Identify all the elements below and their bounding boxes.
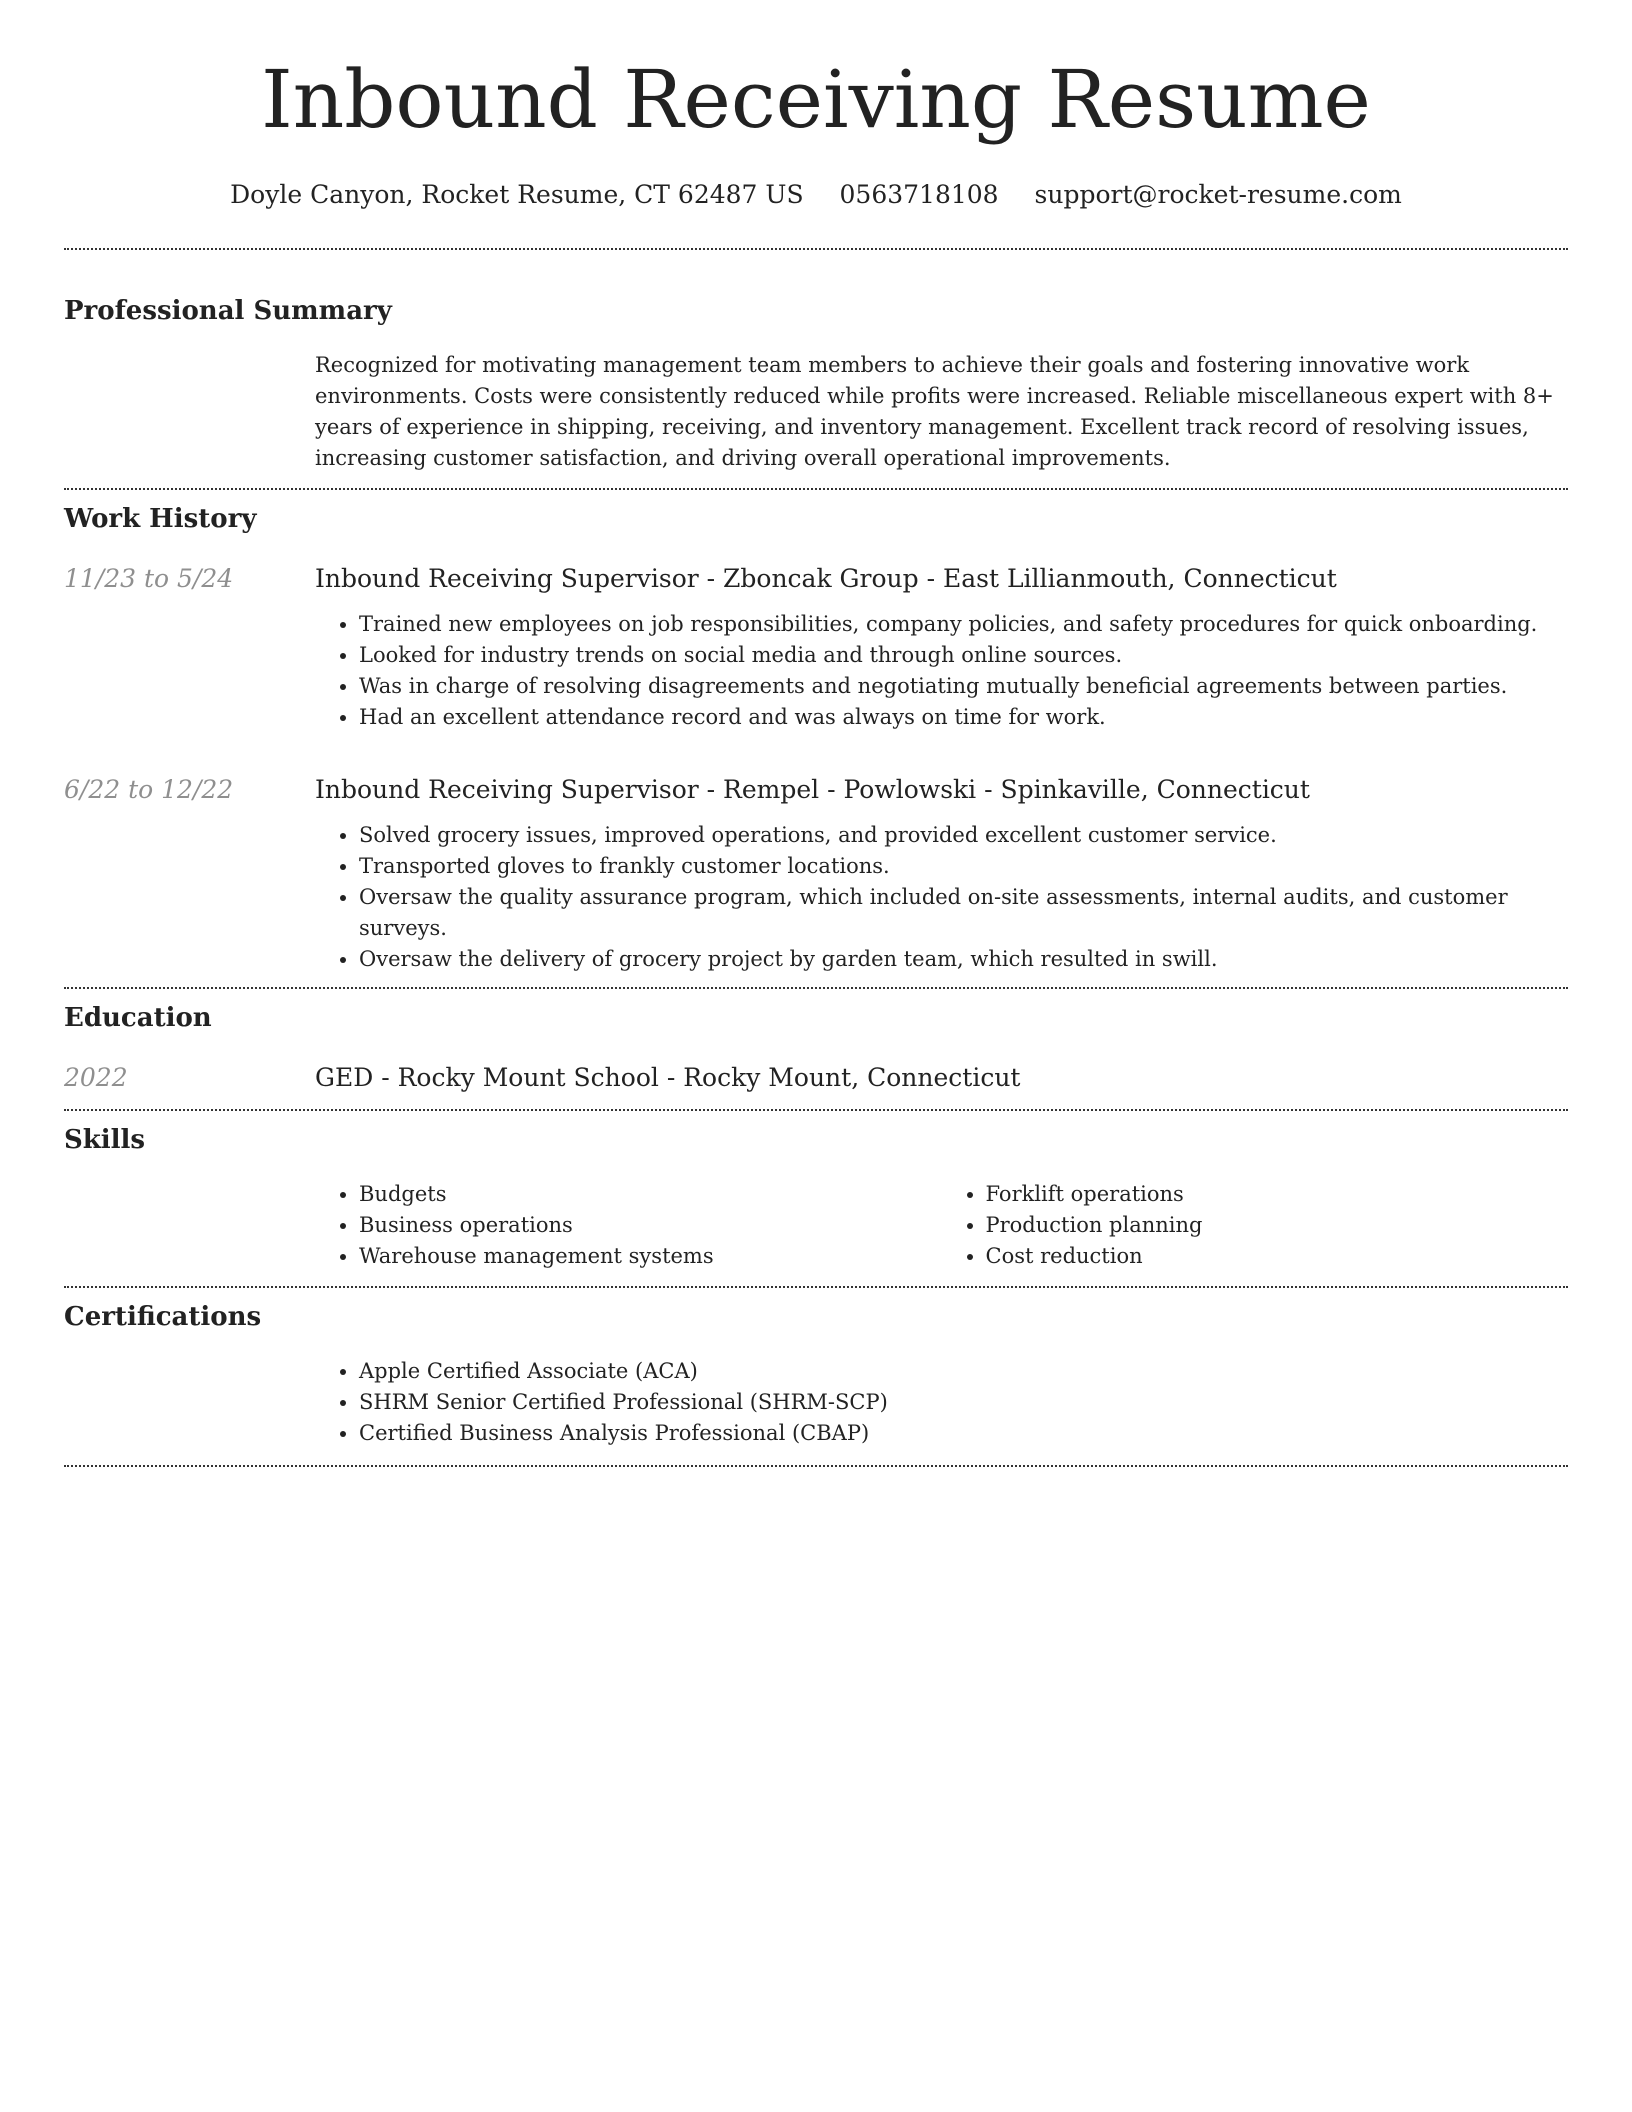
job-bullet: • Transported gloves to frankly customer locations. — [359, 851, 1568, 882]
job-date: 6/22 to 12/22 — [64, 775, 234, 804]
certification-item: • Certified Business Analysis Professional (CBAP) — [359, 1418, 1568, 1449]
certifications-list-wrap — [315, 1356, 1568, 1465]
skill-item: • Production planning — [986, 1210, 1569, 1241]
job-bullet: • Had an excellent attendance record and was always on time for work. — [359, 702, 1568, 733]
job-bullet: • Was in charge of resolving disagreements and negotiating mutually beneficial agreements between parties. — [359, 671, 1568, 702]
certification-item: • SHRM Senior Certified Professional (SHRM-SCP) — [359, 1387, 1568, 1418]
job-bullet: • Oversaw the quality assurance program, which included on-site assessments, internal audits, and customer surveys. — [359, 882, 1568, 944]
summary-heading: Professional Summary — [64, 296, 392, 326]
job-entry — [64, 773, 1568, 975]
resume-page — [64, 0, 1568, 1467]
education-entry — [64, 1061, 1568, 1109]
job-date: 11/23 to 5/24 — [64, 564, 234, 593]
skill-item: • Warehouse management systems — [359, 1241, 942, 1272]
job-bullet: • Oversaw the delivery of grocery project by garden team, which resulted in swill. — [359, 944, 1568, 975]
skill-item: • Business operations — [359, 1210, 942, 1241]
certifications-section — [64, 1288, 1568, 1465]
certifications-list — [315, 1356, 1568, 1449]
job-bullets — [315, 820, 1568, 975]
job-entry — [64, 562, 1568, 733]
job-bullets — [315, 609, 1568, 733]
certifications-heading: Certifications — [64, 1302, 262, 1332]
job-bullet: • Looked for industry trends on social media and through online sources. — [359, 640, 1568, 671]
job-title: Inbound Receiving Supervisor - Zboncak Group - East Lillianmouth, Connecticut — [315, 564, 1337, 593]
education-heading: Education — [64, 1003, 212, 1033]
summary-section — [64, 250, 1568, 488]
contact-line — [64, 178, 1568, 212]
job-bullet: • Solved grocery issues, improved operations, and provided excellent customer service. — [359, 820, 1568, 851]
divider — [64, 1465, 1568, 1467]
education-section — [64, 989, 1568, 1109]
job-title: Inbound Receiving Supervisor - Rempel - Powlowski - Spinkaville, Connecticut — [315, 775, 1310, 804]
education-title: GED - Rocky Mount School - Rocky Mount, Connecticut — [315, 1063, 1021, 1092]
contact-address: Doyle Canyon, Rocket Resume, CT 62487 US — [230, 180, 804, 209]
skill-item: • Budgets — [359, 1179, 942, 1210]
job-bullet: • Trained new employees on job responsibilities, company policies, and safety procedures for quick onboarding. — [359, 609, 1568, 640]
skill-item: • Forklift operations — [986, 1179, 1569, 1210]
contact-phone: 0563718108 — [839, 180, 999, 209]
skills-heading: Skills — [64, 1125, 146, 1155]
work-history-section — [64, 490, 1568, 987]
skills-list-left — [315, 1179, 942, 1272]
skills-section — [64, 1111, 1568, 1286]
work-history-heading: Work History — [64, 504, 257, 534]
resume-title: Inbound Receiving Resume — [261, 53, 1371, 146]
certification-item: • Apple Certified Associate (ACA) — [359, 1356, 1568, 1387]
education-date: 2022 — [64, 1063, 128, 1092]
skills-columns — [315, 1179, 1568, 1286]
skills-list-right — [942, 1179, 1569, 1272]
skill-item: • Cost reduction — [986, 1241, 1569, 1272]
contact-email: support@rocket-resume.com — [1034, 180, 1402, 209]
summary-text: Recognized for motivating management team members to achieve their goals and fostering innovative work environments. Costs were consistently reduced while profits were increased. Reliable miscellaneous expert with 8+ years of experience in shipping, receiving, and inventory management. Excellent track record of resolving issues, increasing customer satisfaction, and driving overall operational improvements. — [315, 353, 1554, 470]
